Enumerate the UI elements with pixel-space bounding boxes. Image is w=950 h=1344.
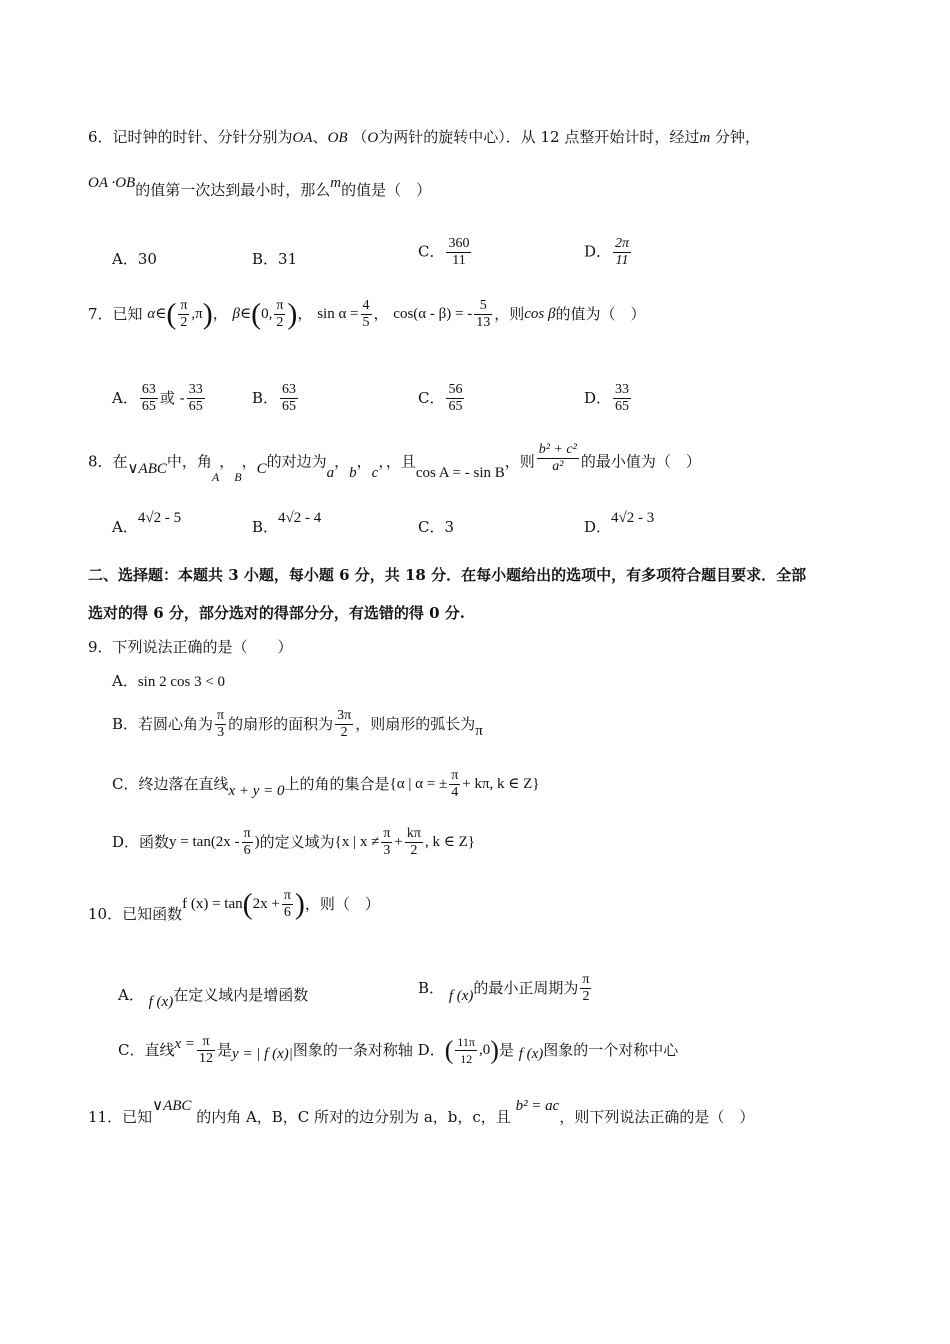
fraction [613, 236, 631, 269]
den: 6 [243, 843, 251, 858]
value: 4√2 - 5 [137, 510, 182, 526]
alpha-in: α∈ [147, 306, 167, 322]
label: D． [584, 389, 612, 407]
fraction [178, 298, 189, 331]
q7-tail2: 的值为（ ） [555, 305, 646, 323]
x-eq: x = [174, 1036, 196, 1052]
math: sin 2 cos 3 < 0 [137, 674, 226, 690]
text: 图象的一个对称中心 [543, 1041, 679, 1059]
triangle: ∨ABC [127, 460, 167, 477]
q9-option-c [112, 768, 540, 801]
q8-prefix: 8．在 [88, 452, 128, 471]
num: 63 [141, 382, 156, 397]
den: 13 [476, 315, 491, 330]
q9-option-d [112, 826, 475, 859]
q6-line2-tail: 的值是（ ） [341, 181, 432, 199]
fraction [335, 708, 353, 741]
mid: 的定义域为 [259, 833, 335, 851]
q10-option-b [418, 972, 593, 1005]
var-m: m [330, 175, 342, 191]
beta-in: β∈ [232, 306, 252, 322]
den: 2 [410, 843, 418, 858]
num: 2π [615, 236, 630, 251]
pi: π [475, 722, 483, 739]
label: D． [584, 242, 612, 261]
q8-mid3: ，且 [385, 452, 416, 471]
num: π [283, 888, 291, 903]
fraction [613, 382, 631, 415]
q10-option-a [118, 986, 309, 1010]
den: 12 [460, 1052, 473, 1066]
q6-line1 [88, 130, 760, 146]
mid: 上的角的集合是 [284, 775, 390, 793]
vector-oa: OA [292, 130, 313, 146]
mid: 的扇形的面积为 [228, 715, 334, 733]
q10-tail: ，则（ ） [304, 895, 380, 913]
fraction [446, 382, 464, 415]
q10-prefix: 10．已知函数 [88, 905, 183, 923]
line-eq: x + y = 0 [228, 782, 285, 799]
label: C．直线 [118, 1041, 175, 1059]
num: π [582, 972, 590, 987]
num: 4 [362, 298, 370, 313]
num: 56 [448, 382, 463, 397]
angle-b: B [234, 469, 242, 484]
q7-stem: 7．已知 α∈( $\frac{\pi}{2}$ ,π)， β∈(0, $\frac{\pi}{2}$ )， sin α = $\frac{4}{5}$ ， cos(α - β) = - $\frac{5}{13}$ ，则cos β的值为（ ） [88, 297, 646, 331]
y-eq: y = | f (x)| [232, 1046, 293, 1062]
q11-tail: ，则下列说法正确的是（ ） [559, 1108, 755, 1126]
label-d: D． [417, 1041, 445, 1059]
q8-option-d [584, 510, 655, 536]
q11-mid: 的内角 A，B，C 所对的边分别为 a，b，c，且 [196, 1108, 511, 1126]
text: 在定义域内是增函数 [173, 986, 309, 1004]
den: 4 [451, 785, 459, 800]
q8-mid2: 的对边为 [266, 452, 327, 471]
fraction [274, 298, 285, 331]
a-tail: ,π [191, 306, 203, 322]
q8-option-c: C．3 [418, 518, 455, 536]
q8-stem: 8．在∨ABC中，角$_A$，$_B$，C的对边为a，b，c，，且cos A = - sin B，则 $\frac{\text{b² + c²}}{\text{a²}}$ 的最小值为（ ） [88, 442, 701, 484]
q6-option-d [584, 236, 633, 269]
fraction [446, 236, 471, 269]
is: 是 [217, 1041, 233, 1059]
fraction [449, 768, 460, 801]
den: 65 [188, 399, 203, 414]
label: D． [584, 518, 612, 536]
value: 4√2 - 4 [278, 510, 322, 526]
den: 2 [582, 989, 590, 1004]
fraction [280, 382, 298, 415]
side-b: b [349, 464, 357, 481]
num: 33 [615, 382, 630, 397]
label: C． [418, 389, 445, 407]
num: π [217, 708, 225, 723]
fraction [537, 442, 579, 475]
text: 的最小正周期为 [473, 979, 579, 997]
q7-tail: ，则 [494, 305, 525, 323]
num: 63 [282, 382, 297, 397]
value: 4√2 - 3 [611, 510, 655, 526]
label: C．终边落在直线 [112, 775, 229, 793]
num: kπ [406, 826, 421, 841]
num: 360 [448, 236, 470, 251]
den: 12 [199, 1051, 214, 1066]
label: A． [112, 389, 138, 407]
set2: + kπ, k ∈ Z} [462, 776, 540, 792]
set2: , k ∈ Z} [424, 834, 475, 850]
q8-option-a [112, 510, 182, 536]
function: f (x) = tan [182, 896, 243, 912]
den: 5 [362, 315, 370, 330]
den: 3 [383, 843, 391, 858]
q6-sep: 、 [312, 128, 328, 146]
den: 2 [340, 725, 348, 740]
b-head: 0, [261, 306, 273, 322]
q7-option-b [252, 382, 300, 415]
sin-alpha: sin α = [317, 306, 359, 322]
angle-c: C [256, 460, 267, 477]
cos-beta: cos β [524, 306, 556, 322]
num: π [383, 826, 391, 841]
or: 或 - [159, 389, 185, 407]
den: 2 [180, 315, 188, 330]
den: 11 [452, 253, 466, 268]
q8-option-b [252, 510, 322, 536]
plus: + [394, 834, 403, 850]
num: π [451, 768, 459, 783]
fraction [361, 298, 372, 331]
num: 5 [474, 298, 492, 315]
triangle: ∨ABC [152, 1098, 192, 1114]
den: a² [552, 459, 564, 474]
inner: 2x + [252, 896, 280, 912]
fraction [455, 1034, 477, 1067]
q6-option-a: A．30 [112, 250, 157, 268]
num: π [276, 298, 284, 313]
q11-prefix: 11．已知 [88, 1108, 153, 1126]
tail: ，则扇形的弧长为 [355, 715, 476, 733]
close: ) [254, 834, 260, 850]
is: 是 [498, 1041, 514, 1059]
q8-mid: 中，角 [166, 452, 212, 471]
q11-stem [88, 1098, 755, 1126]
text: 图象的一条对称轴 [292, 1041, 413, 1059]
num: 33 [188, 382, 203, 397]
q6-text3: 分钟， [710, 128, 760, 146]
q8-mid4: ，则 [504, 452, 535, 471]
var-m: m [699, 130, 711, 146]
label: A． [118, 986, 144, 1004]
q10-stem: 10．已知函数f (x) = tan(2x + $\frac{\pi}{6}$ )，则（ ） [88, 887, 380, 923]
q6-text2: 为两针的旋转中心）．从 12 点整开始计时，经过 [378, 128, 700, 146]
q10-option-c: C．直线x = $\frac{\pi}{12}$ 是y = | f (x)|图象的一条对称轴 D．( $\frac{11\pi}{12}$ ,0)是 f (x)图象的一个对称中心 [118, 1034, 679, 1066]
fraction [381, 826, 392, 859]
cos-diff: cos(α - β) = - [393, 306, 473, 322]
den: 2 [276, 315, 284, 330]
fraction [580, 972, 591, 1005]
fx: f (x) [148, 994, 174, 1010]
num: π [197, 1034, 215, 1051]
q9-option-b [112, 708, 483, 741]
q7-option-d [584, 382, 633, 415]
num: π [243, 826, 251, 841]
q6-option-c [418, 236, 473, 269]
fraction [215, 708, 226, 741]
function: y = tan(2x - [169, 834, 240, 850]
fraction [140, 382, 158, 415]
condition: b² = ac [515, 1098, 560, 1114]
den: 3 [217, 725, 225, 740]
fraction [197, 1034, 215, 1067]
fraction [405, 826, 423, 859]
den: 65 [282, 399, 297, 414]
section2-line2: 选对的得 6 分，部分选对的得部分分，有选错的得 0 分. [88, 604, 465, 622]
q9-option-a [112, 674, 225, 690]
set: {α | α = ± [389, 776, 448, 792]
dot-product: OA ·OB [88, 175, 136, 191]
tail: ,0 [479, 1042, 491, 1058]
den: 11 [615, 253, 629, 268]
label: D．函数 [112, 833, 170, 851]
fx: f (x) [518, 1046, 544, 1062]
label: A． [112, 672, 138, 690]
q7-prefix: 7．已知 [88, 305, 143, 323]
vector-ob: OB [327, 130, 348, 146]
q6-paren: （ [352, 128, 368, 146]
num: 3π [337, 708, 352, 723]
den: 65 [615, 399, 630, 414]
label: A． [112, 518, 138, 536]
fraction [282, 888, 293, 921]
angle-a: A [211, 469, 220, 484]
num: 11π [457, 1035, 475, 1049]
den: 6 [283, 905, 291, 920]
label: B． [418, 979, 445, 997]
fraction [242, 826, 253, 859]
q9-stem: 9．下列说法正确的是（ ） [88, 638, 293, 656]
q8-tail: 的最小值为（ ） [580, 452, 701, 471]
num: b² + c² [538, 442, 577, 457]
fraction [187, 382, 205, 415]
q6-line2 [88, 175, 432, 199]
q6-text: 6．记时钟的时针、分针分别为 [88, 128, 293, 146]
num: π [180, 298, 188, 313]
section2-line1: 二、选择题：本题共 3 小题，每小题 6 分，共 18 分．在每小题给出的选项中，有多项符合题目要求．全部 [88, 566, 807, 584]
label: B． [252, 389, 279, 407]
side-c: c [371, 464, 379, 481]
set: {x | x ≠ [334, 834, 380, 850]
condition: cos A = - sin B [415, 464, 505, 481]
q7-option-c [418, 382, 466, 415]
point-o: O [367, 130, 379, 146]
den: 65 [141, 399, 156, 414]
q7-option-a [112, 382, 207, 415]
fx: f (x) [448, 988, 474, 1004]
q6-option-b: B．31 [252, 250, 298, 268]
den: 65 [448, 399, 463, 414]
label: B． [252, 518, 279, 536]
q6-line2-text: 的值第一次达到最小时，那么 [135, 181, 331, 199]
label: B．若圆心角为 [112, 715, 214, 733]
side-a: a [326, 464, 335, 481]
fraction [474, 298, 492, 331]
label: C． [418, 242, 445, 261]
